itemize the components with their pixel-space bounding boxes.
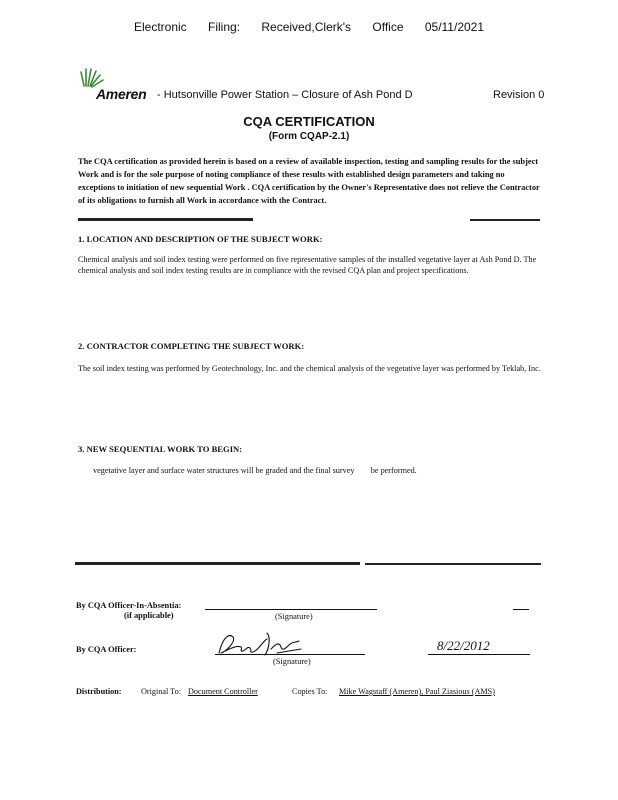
section-body: The soil index testing was performed by Geotechnology, Inc. and the chemical analysis of the vegetative layer was performed by Teklab, Inc.: [78, 364, 541, 373]
form-id: (Form CQAP-2.1): [268, 131, 350, 142]
absentia-officer-label: By CQA Officer-In-Absentia:: [76, 601, 182, 610]
absentia-if-applicable: (if applicable): [124, 611, 174, 620]
filing-stamp: [0, 20, 618, 34]
revision-label: Revision 0: [493, 89, 545, 101]
copies-to-value: Mike Wagstaff (Ameren), Paul Ziasious (AMS): [339, 687, 495, 696]
section-heading: 3. NEW SEQUENTIAL WORK TO BEGIN:: [78, 444, 243, 454]
absentia-signature-line: [205, 609, 377, 610]
divider: [78, 218, 253, 221]
officer-signature-line: [215, 654, 365, 655]
absentia-date-line: [513, 609, 529, 610]
original-to-label: Original To:: [141, 687, 181, 696]
original-to-value: Document Controller: [188, 687, 258, 696]
cqa-officer-label: By CQA Officer:: [76, 645, 137, 654]
section-body: Chemical analysis and soil index testing were performed on five representative samples of the installed vegetative layer at Ash Pond D. The chemical analysis and soil index testing results are in compliance with the revised CQA plan and project specifications.: [78, 255, 537, 275]
section-body: vegetative layer and surface water structures will be graded and the final survey be performed.: [93, 466, 417, 475]
ameren-logo-text: Ameren: [96, 86, 147, 102]
signature-caption: (Signature): [273, 657, 311, 666]
filing-stamp-part: Received,Clerk's: [261, 20, 352, 34]
filing-stamp-part: Office: [372, 20, 404, 34]
signature-date: 8/22/2012: [437, 638, 490, 653]
signature-caption: (Signature): [275, 612, 313, 621]
divider: [75, 562, 360, 565]
filing-stamp-part: Filing:: [208, 20, 241, 34]
document-title: CQA CERTIFICATION: [243, 114, 375, 129]
filing-stamp-part: 05/11/2021: [424, 20, 485, 34]
distribution-label: Distribution:: [76, 687, 122, 696]
section-heading: 2. CONTRACTOR COMPLETING THE SUBJECT WORK:: [78, 341, 305, 351]
section-heading: 1. LOCATION AND DESCRIPTION OF THE SUBJECT WORK:: [78, 234, 323, 244]
date-line: [428, 654, 530, 655]
ameren-logo-icon: [78, 66, 106, 88]
intro-paragraph: The CQA certification as provided herein is based on a review of available inspection, testing and sampling results for the subject Work and is for the sole purpose of noting compliance of these results with established design parameters and taking no exceptions to initiation of new sequential Work . CQA certification by the Owner's Representative does not relieve the Contractor of its obligations to furnish all Work in accordance with the Contract.: [78, 157, 540, 205]
filing-stamp-part: Electronic: [133, 20, 187, 34]
header-description: - Hutsonville Power Station – Closure of Ash Pond D: [157, 89, 413, 101]
divider: [470, 219, 540, 221]
divider: [365, 563, 541, 565]
copies-to-label: Copies To:: [292, 687, 328, 696]
